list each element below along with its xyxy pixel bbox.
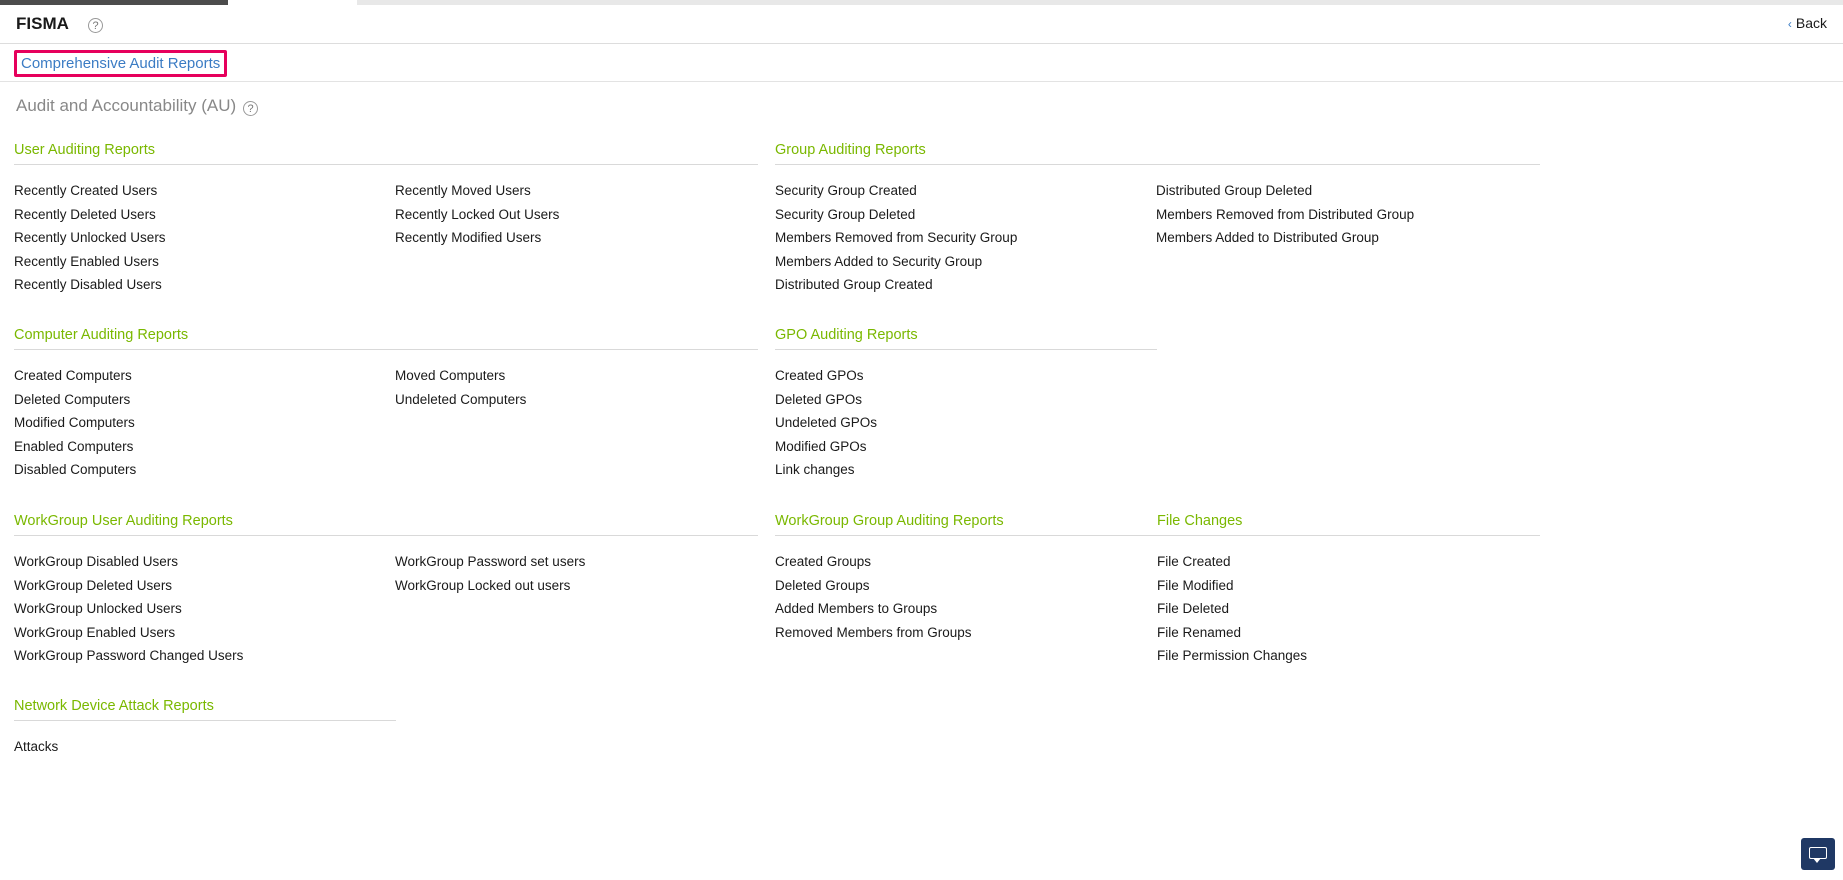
section-help-icon[interactable]: ?: [243, 101, 258, 116]
help-icon[interactable]: ?: [88, 18, 103, 33]
report-group-group-auditing: [775, 142, 1540, 297]
report-column: [395, 550, 585, 668]
report-link[interactable]: Security Group Created: [775, 183, 917, 198]
report-link[interactable]: Distributed Group Created: [775, 277, 933, 292]
report-column: [395, 179, 559, 297]
report-link[interactable]: Recently Modified Users: [395, 230, 542, 245]
report-group-user-auditing: [14, 142, 758, 297]
report-link[interactable]: Deleted Computers: [14, 391, 131, 407]
group-title: Group Auditing Reports: [775, 142, 1540, 165]
report-link[interactable]: File Modified: [1157, 577, 1234, 593]
report-link[interactable]: Link changes: [775, 462, 855, 477]
group-title: Computer Auditing Reports: [14, 327, 758, 350]
report-link[interactable]: Created Computers: [14, 368, 132, 383]
report-link[interactable]: Removed Members from Groups: [775, 624, 972, 640]
report-link[interactable]: Added Members to Groups: [775, 601, 938, 616]
report-link[interactable]: Modified Computers: [14, 415, 135, 430]
report-link[interactable]: File Permission Changes: [1157, 648, 1308, 663]
report-link[interactable]: Recently Disabled Users: [14, 277, 162, 292]
report-link[interactable]: WorkGroup Unlocked Users: [14, 601, 182, 616]
report-column: [775, 550, 972, 644]
report-link[interactable]: Recently Enabled Users: [14, 253, 159, 269]
report-column: [14, 550, 395, 668]
report-link[interactable]: Distributed Group Deleted: [1156, 183, 1313, 198]
group-title: WorkGroup User Auditing Reports: [14, 513, 758, 536]
report-group-workgroup-group-auditing: [775, 513, 1157, 644]
report-link[interactable]: Moved Computers: [395, 368, 506, 383]
report-column: [14, 735, 58, 759]
report-link[interactable]: Recently Created Users: [14, 183, 158, 198]
report-link[interactable]: Undeleted Computers: [395, 391, 527, 407]
report-link[interactable]: Security Group Deleted: [775, 206, 916, 222]
report-link[interactable]: Deleted GPOs: [775, 391, 863, 407]
report-group-computer-auditing: [14, 327, 758, 482]
group-title: Network Device Attack Reports: [14, 698, 396, 721]
report-link[interactable]: Members Added to Distributed Group: [1156, 230, 1379, 245]
report-column: [14, 179, 395, 297]
group-title: GPO Auditing Reports: [775, 327, 1157, 350]
report-group-workgroup-user-auditing: [14, 513, 758, 668]
chevron-left-icon: ‹: [1787, 17, 1792, 31]
report-group-file-changes: [1157, 513, 1540, 668]
section-title: Audit and Accountability (AU): [16, 96, 237, 115]
report-group-gpo-auditing: [775, 327, 1157, 482]
report-link[interactable]: Recently Moved Users: [395, 183, 531, 198]
page-header: [0, 5, 1843, 44]
report-link[interactable]: Members Added to Security Group: [775, 253, 983, 269]
report-link[interactable]: Disabled Computers: [14, 462, 137, 477]
report-link[interactable]: Recently Locked Out Users: [395, 206, 560, 222]
back-button-label: Back: [1795, 15, 1827, 31]
group-title: User Auditing Reports: [14, 142, 758, 165]
breadcrumb: [0, 44, 1843, 82]
report-link[interactable]: WorkGroup Locked out users: [395, 577, 571, 593]
report-column: [1157, 550, 1307, 668]
report-link[interactable]: Recently Deleted Users: [14, 206, 156, 222]
report-column: [775, 364, 877, 482]
report-link[interactable]: WorkGroup Enabled Users: [14, 624, 176, 640]
chat-bubble-shape: [1809, 847, 1827, 859]
report-link[interactable]: Members Removed from Security Group: [775, 230, 1018, 245]
report-link[interactable]: Members Removed from Distributed Group: [1156, 206, 1415, 222]
report-link[interactable]: File Deleted: [1157, 601, 1230, 616]
report-link[interactable]: File Renamed: [1157, 624, 1242, 640]
report-link[interactable]: WorkGroup Password set users: [395, 554, 586, 569]
report-column: [775, 179, 1156, 297]
report-link[interactable]: Enabled Computers: [14, 438, 134, 454]
report-link[interactable]: Undeleted GPOs: [775, 415, 878, 430]
report-column: [395, 364, 526, 482]
report-link[interactable]: Modified GPOs: [775, 438, 867, 454]
report-group-network-device-attack: [14, 698, 396, 759]
report-link[interactable]: WorkGroup Disabled Users: [14, 554, 179, 569]
report-link[interactable]: Deleted Groups: [775, 577, 870, 593]
report-link[interactable]: Created GPOs: [775, 368, 864, 383]
report-column: [1156, 179, 1414, 297]
reports-content: [0, 130, 1843, 880]
report-link[interactable]: File Created: [1157, 554, 1231, 569]
group-title: WorkGroup Group Auditing Reports: [775, 513, 1157, 536]
group-title: File Changes: [1157, 513, 1540, 536]
page-title: FISMA: [16, 14, 69, 33]
chat-bubble-icon[interactable]: [1801, 838, 1835, 870]
report-link[interactable]: WorkGroup Password Changed Users: [14, 648, 244, 663]
report-link[interactable]: Recently Unlocked Users: [14, 230, 166, 245]
report-link[interactable]: Created Groups: [775, 554, 872, 569]
breadcrumb-comprehensive-audit-reports[interactable]: Comprehensive Audit Reports: [14, 50, 227, 77]
report-link[interactable]: WorkGroup Deleted Users: [14, 577, 173, 593]
report-link[interactable]: Attacks: [14, 739, 59, 754]
report-column: [14, 364, 395, 482]
back-button[interactable]: [1788, 15, 1827, 31]
